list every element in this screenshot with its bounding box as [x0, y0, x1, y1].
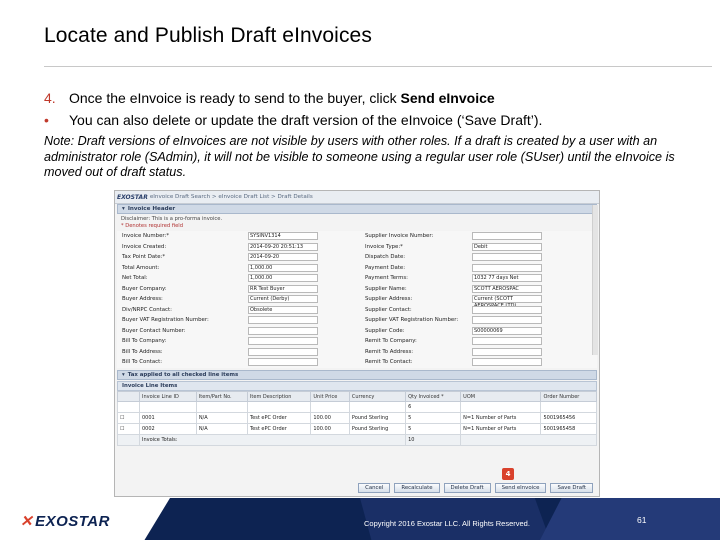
table-cell: 5001965458: [541, 424, 597, 435]
form-row: [117, 326, 597, 337]
table-row[interactable]: [118, 402, 597, 413]
field-input[interactable]: Current (Derby): [248, 295, 318, 303]
field-label: Remit To Company:: [365, 338, 417, 344]
field-label: Remit To Contact:: [365, 359, 413, 365]
invoice-header-form: [117, 231, 597, 368]
tax-bar-label: Tax applied to all checked line items: [127, 372, 239, 378]
field-input[interactable]: RR Test Buyer: [248, 285, 318, 293]
field-label: Supplier Code:: [365, 327, 405, 334]
table-cell[interactable]: 5: [406, 424, 461, 435]
table-cell: N=1 Number of Parts: [461, 424, 541, 435]
title-divider: [44, 66, 712, 67]
field-input[interactable]: [472, 264, 542, 272]
table-cell: N/A: [196, 424, 247, 435]
field-label: Div/NRPC Contact:: [122, 306, 172, 313]
table-cell: [140, 402, 197, 413]
table-cell[interactable]: 6: [406, 402, 461, 413]
cancel-button[interactable]: Cancel: [358, 483, 390, 493]
field-label: Remit To Address:: [365, 348, 414, 355]
table-cell[interactable]: 5: [406, 413, 461, 424]
form-row: [117, 263, 597, 274]
table-cell: [349, 402, 405, 413]
field-label: Buyer Company:: [122, 285, 167, 292]
table-header-row: [118, 392, 597, 402]
form-row: [117, 231, 597, 242]
field-label: Bill To Contact:: [122, 359, 163, 365]
scrollbar[interactable]: [592, 205, 598, 355]
field-input[interactable]: [472, 337, 542, 345]
field-label: Total Amount:: [122, 264, 160, 271]
table-cell: Pound Sterling: [349, 424, 405, 435]
recalculate-button[interactable]: Recalculate: [394, 483, 439, 493]
field-input[interactable]: [248, 348, 318, 356]
disclaimer-text: Disclaimer: This is a pro-forma invoice.: [121, 216, 223, 222]
field-input[interactable]: SYSINV1314: [248, 232, 318, 240]
breadcrumb[interactable]: eInvoice Draft Search > eInvoice Draft List > Draft Details: [149, 194, 313, 200]
column-header[interactable]: Item Description: [247, 392, 310, 402]
step-callout: 4: [502, 468, 514, 480]
field-label: Tax Point Date:*: [122, 254, 166, 260]
table-cell: 100.00: [311, 424, 349, 435]
table-row[interactable]: [118, 424, 597, 435]
row-checkbox[interactable]: [118, 402, 140, 413]
field-label: Bill To Company:: [122, 338, 167, 344]
column-header[interactable]: Currency: [349, 392, 405, 402]
table-cell: [196, 402, 247, 413]
field-input[interactable]: [248, 327, 318, 335]
table-cell: N/A: [196, 413, 247, 424]
bullet-text: You can also delete or update the draft version of the eInvoice (‘Save Draft’).: [69, 112, 543, 128]
disclaimer: [115, 214, 599, 231]
form-row: [117, 357, 597, 368]
bullet-text-bold: Send eInvoice: [400, 90, 495, 106]
column-header[interactable]: Qty Invoiced *: [406, 392, 461, 402]
field-input[interactable]: [248, 337, 318, 345]
field-input[interactable]: Current (SCOTT: [472, 295, 542, 303]
table-cell: [461, 402, 541, 413]
form-row: [117, 252, 597, 263]
totals-blank: [461, 435, 597, 446]
field-label: Buyer Address:: [122, 296, 163, 302]
table-cell: 0002: [140, 424, 197, 435]
totals-label: Invoice Totals:: [140, 435, 406, 446]
form-row: [117, 284, 597, 295]
form-row: [117, 294, 597, 305]
column-header[interactable]: Order Number: [541, 392, 597, 402]
table-cell: N=1 Number of Parts: [461, 413, 541, 424]
field-input[interactable]: [472, 306, 542, 314]
table-cell: 0001: [140, 413, 197, 424]
tax-bar[interactable]: [117, 370, 597, 380]
bullet-marker: 4.: [44, 90, 56, 106]
footer-brand: EXOSTAR: [35, 512, 110, 530]
form-row: [117, 242, 597, 253]
field-label: Buyer Contact Number:: [122, 327, 186, 334]
row-checkbox[interactable]: ☐: [118, 413, 140, 424]
bullet-save-draft: [44, 112, 542, 128]
table-cell: 5001965456: [541, 413, 597, 424]
save-draft-button[interactable]: Save Draft: [550, 483, 593, 493]
field-label: Payment Terms:: [365, 275, 409, 281]
column-header[interactable]: Item/Part No.: [196, 392, 247, 402]
field-input[interactable]: [472, 232, 542, 240]
bullet-marker: •: [44, 112, 49, 128]
field-label: Bill To Address:: [122, 348, 163, 355]
field-input[interactable]: S00000069: [472, 327, 542, 335]
delete-draft-button[interactable]: Delete Draft: [444, 483, 491, 493]
field-label: Supplier Contact:: [365, 306, 412, 313]
footer-logo: [20, 512, 110, 530]
table-cell: Test ePC Order: [247, 424, 310, 435]
field-input[interactable]: 2014-09-20: [248, 253, 318, 261]
table-cell: Pound Sterling: [349, 413, 405, 424]
bullet-text-pre: Once the eInvoice is ready to send to the buyer, click: [69, 90, 401, 106]
invoice-header-section[interactable]: [117, 204, 597, 214]
table-cell: 100.00: [311, 413, 349, 424]
app-logo: EXOSTAR: [117, 193, 148, 201]
field-input[interactable]: SCOTT AEROSPAC: [472, 285, 542, 293]
form-row: [117, 273, 597, 284]
field-label: Payment Date:: [365, 264, 406, 271]
field-input[interactable]: 1,000.00: [248, 264, 318, 272]
line-items-title: Invoice Line Items: [117, 381, 597, 391]
field-input[interactable]: Debit: [472, 243, 542, 251]
collapse-icon[interactable]: ▾: [122, 206, 125, 212]
table-cell: [311, 402, 349, 413]
field-label: Net Total:: [122, 275, 148, 281]
field-input[interactable]: [472, 253, 542, 261]
logo-mark-icon: ✕: [20, 513, 34, 530]
page-number: 61: [637, 515, 647, 525]
field-label: Invoice Created:: [122, 243, 167, 250]
field-label: Supplier VAT Registration Number:: [365, 317, 459, 323]
send-einvoice-button[interactable]: Send eInvoice: [495, 483, 547, 493]
table-cell: [247, 402, 310, 413]
form-row: [117, 315, 597, 326]
required-note: * Denotes required field: [121, 222, 184, 229]
field-label: Invoice Number:*: [122, 233, 170, 239]
row-checkbox[interactable]: ☐: [118, 424, 140, 435]
field-input[interactable]: [248, 316, 318, 324]
form-row: [117, 336, 597, 347]
totals-spacer: [118, 435, 140, 446]
field-input[interactable]: 1032 77 days Net: [472, 274, 542, 282]
field-label: Supplier Address:: [365, 296, 413, 302]
invoice-header-title: Invoice Header: [127, 206, 176, 212]
collapse-icon[interactable]: ▾: [122, 372, 125, 378]
slide-title: Locate and Publish Draft eInvoices: [44, 24, 372, 47]
totals-qty: 10: [406, 435, 461, 446]
app-topbar: [115, 191, 599, 204]
table-cell: [541, 402, 597, 413]
field-input[interactable]: Obsolete: [248, 306, 318, 314]
totals-row: [118, 435, 597, 446]
copyright: Copyright 2016 Exostar LLC. All Rights Reserved.: [364, 519, 530, 528]
app-screenshot: [114, 190, 600, 497]
bullet-send: [44, 90, 495, 106]
form-row: [117, 347, 597, 358]
field-input[interactable]: 2014-09-20 20:51:13: [248, 243, 318, 251]
column-header[interactable]: UOM: [461, 392, 541, 402]
field-label: Supplier Invoice Number:: [365, 233, 434, 239]
field-label: Dispatch Date:: [365, 254, 406, 260]
field-label: Buyer VAT Registration Number:: [122, 317, 209, 323]
column-header[interactable]: Invoice Line ID: [140, 392, 197, 402]
footer-band-right: [540, 498, 720, 540]
line-items-table: [117, 391, 597, 446]
action-bar: [115, 483, 599, 494]
field-input[interactable]: [472, 358, 542, 366]
note-text: Note: Draft versions of eInvoices are not visible by users with other roles. If a draft is created by a user with an administrator role (SAdmin), it will not be visible to someone using a regular user role (SUser) until the eInvoice is moved out of draft status.: [44, 134, 675, 179]
table-cell: Test ePC Order: [247, 413, 310, 424]
column-header[interactable]: Unit Price: [311, 392, 349, 402]
bullet-text: [69, 90, 495, 106]
field-label: Invoice Type:*: [365, 243, 403, 250]
field-input[interactable]: [472, 348, 542, 356]
select-column: [118, 392, 140, 402]
field-input[interactable]: [248, 358, 318, 366]
table-row[interactable]: [118, 413, 597, 424]
field-input[interactable]: 1,000.00: [248, 274, 318, 282]
form-row: [117, 305, 597, 316]
field-input[interactable]: [472, 316, 542, 324]
field-label: Supplier Name:: [365, 285, 407, 292]
